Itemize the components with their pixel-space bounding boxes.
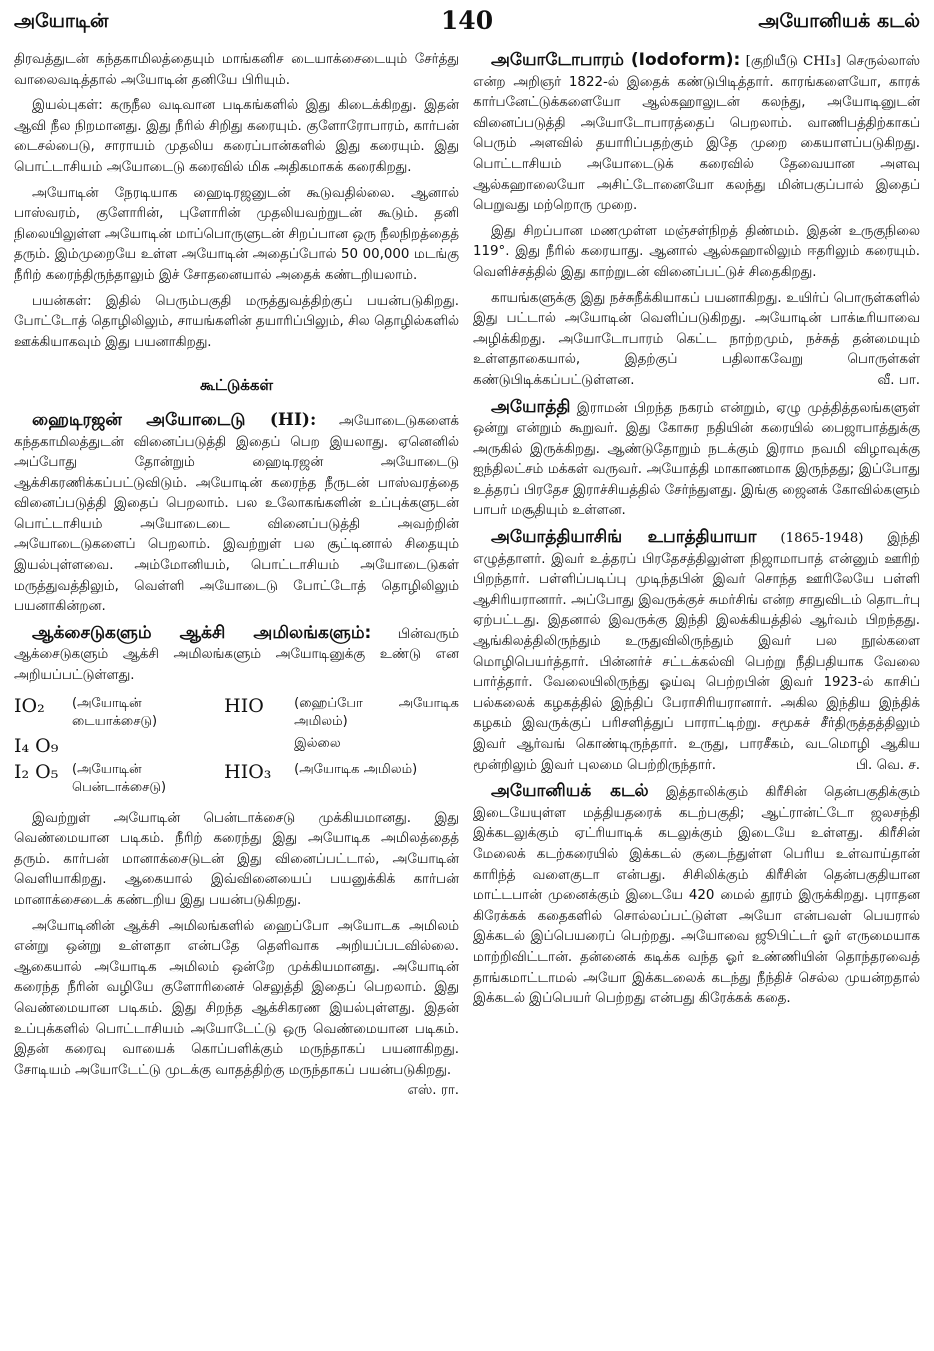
compound-name-cell: (அயோடின் பென்டாக்சைடு)	[72, 761, 167, 795]
ayodhya-singh-entry	[473, 527, 920, 776]
compounds-row	[14, 759, 459, 799]
ionian-sea-term: அயோனியக் கடல்	[491, 781, 649, 802]
page-header	[14, 6, 920, 42]
paragraph-iodic-acid	[14, 917, 459, 1099]
paragraph-intro: திரவத்துடன் கந்தகாமிலத்தையும் மாங்கனிச டையாக்சைடையும் சேர்த்து வாலைவடித்தால் அயோடின் தனியே பிரியும்.	[14, 52, 459, 88]
compound-name-cell: (ஹைப்போ அயோடிக அமிலம்)	[294, 695, 459, 729]
ayodhya-singh-term: அயோத்தியாசிங் உபாத்தியாயா	[491, 527, 757, 548]
iodoform-uses-text: காயங்களுக்கு இது நச்சுநீக்கியாகப் பயனாகிறது. உயிர்ப் பொருள்களில் இது பட்டால் அயோடின் வெளிப்படுகிறது. அயோடின் பாக்டீரியாவை அழிக்கிறது. அயோடோபாரம் கெட்ட நாற்றமும், நச்சுத் தன்மையும் உள்ளதாகையால், இதற்குப் பதிலாகவேறு பொருள்கள் கண்டுபிடிக்கப்பட்டுள்ளன.	[473, 290, 920, 388]
compounds-row	[14, 693, 459, 733]
paragraph-pentoxide: இவற்றுள் அயோடின் பென்டாக்சைடு முக்கியமானது. இது வெண்மையான படிகம். நீரிற் கரைந்து இது அயோடிக அமிலத்தைத் தரும். கார்பன் மானாக்சைடுடன் இது வினைப்பட்டால், அயோடின் வெளியாகிறது. ஆகையால் இவ்வினையைப் பயனுக்கிக் கார்பன் மானாக்சைடைக் கண்டறிய இது பயன்படுகிறது.	[14, 810, 459, 908]
ionian-sea-entry	[473, 781, 920, 1010]
ayodhya-entry	[473, 397, 920, 523]
formula-cell	[224, 733, 294, 759]
compounds-heading: கூட்டுக்கள்	[199, 376, 274, 395]
header-left-title: அயோடின்	[14, 10, 109, 32]
iodoform-formula: [குறியீடு CHI₃]	[745, 54, 841, 69]
oxides-entry	[14, 623, 459, 687]
right-column	[473, 50, 920, 1344]
left-column	[14, 50, 459, 1344]
compound-name-cell: (அயோடின் டையாக்சைடு)	[72, 695, 158, 729]
author-signature: பி. வெ. ச.	[855, 757, 920, 773]
compound-name-cell: (அயோடிக அமிலம்)	[294, 761, 418, 777]
paragraph-reactions: அயோடின் நேரடியாக ஹைடிரஜனுடன் கூடுவதில்லை. ஆனால் பாஸ்வரம், குளோரின், புளோரின் முதலியவற்றுடன் கூடும். தனி நிலையிலுள்ள அயோடின் மாப்பொருளுடன் சிறப்பான ஒரு நீலநிறத்தைத் தரும். இம்முறையே உள்ள அயோடின் அதைப்போல் 50 00,000 மடங்கு நீரிற் கரைந்திருந்தாலும் இச் சோதனையால் அதைக் கண்டறியலாம்.	[14, 185, 459, 283]
hydrogen-iodide-entry	[14, 410, 459, 618]
formula-cell: HIO₃	[224, 760, 272, 783]
iodoform-term: அயோடோபாரம் (Iodoform):	[491, 50, 741, 70]
compound-name-cell	[72, 733, 224, 759]
oxides-text: பின்வரும் ஆக்சைடுகளும் ஆக்சி அமிலங்களும் அயோடினுக்கு உண்டு என அறியப்பட்டுள்ளது.	[14, 626, 459, 684]
iodoform-entry	[473, 50, 920, 217]
ionian-sea-text: இத்தாலிக்கும் கிரீசின் தென்பகுதிக்கும் இடையேயுள்ள மத்தியதரைக் கடற்பகுதி; ஆட்ரான்ட்டோ ஜலசந்தி இக்கடலுக்கும் ஏட்ரியாடிக் கடலுக்கும் இடையே உள்ளது. கிரீசின் மேலைக் கடற்கரையில் இக்கடல் குடைந்துள்ள பெரிய உள்வாய்தான் காரிந்த் வளைகுடா என்பது. சிசிலிக்கும் கிரீசின் தென்பகுதியான மாட்டபான் முனைக்கும் இடையே 420 மைல் தூரம் இருக்கிறது. புராதன கிரேக்கக் கதைகளில் சொல்லப்பட்டுள்ள அயோ என்பவள் பெயரால் இக்கடல் இப்பெயரைப் பெற்றது. அயோவை ஜூபிட்டர் ஓர் எருமையாக மாற்றிவிட்டான். தன்னைக் கடிக்க வந்த ஓர் உண்ணியின் தொந்தரவைத் தாங்கமாட்டாமல் அயோ இக்கடலைக் கடந்து நீந்திச் செல்ல முயன்றதால் இக்கடல் இப்பெயர் பெற்றது என்பது கிரேக்கக் கதை.	[473, 785, 920, 1007]
ayodhya-term: அயோத்தி	[491, 396, 571, 417]
oxides-term: ஆக்சைடுகளும் ஆக்சி அமிலங்களும்:	[32, 622, 372, 643]
paragraph-uses: பயன்கள்: இதில் பெரும்பகுதி மருத்துவத்திற்குப் பயன்படுகிறது. போட்டோத் தொழிலிலும், சாயங்களின் தயாரிப்பிலும், சில தொழில்களில் ஊக்கியாகவும் இது பயனாகிறது.	[14, 293, 459, 350]
author-signature: வீ. பா.	[877, 372, 920, 388]
header-right-title: அயோனியக் கடல்	[758, 10, 920, 32]
iodoform-text: செருல்லாஸ் என்ற அறிஞர் 1822-ல் இதைக் கண்டுபிடித்தார். காரங்களையோ, காரக் கார்பனேட்டுக்களையோ ஆல்கஹாலுடன் கலந்து, அயோடினுடன் வினைப்படுத்தி அயோடோபாரத்தைப் பெறலாம். வாணிபத்திற்காகப் பெரும் அளவில் தயாரிப்பதற்கும் இதே முறை கையாளப்படுகிறது. பொட்டாசியம் அயோடைடுக் கரைவில் தேவையான அளவு ஆல்கஹாலையோ அசிட்டோனையோ கலந்து மின்பகுப்பால் இதைப் பெறுவது மற்றொரு முறை.	[473, 54, 920, 214]
compounds-table	[14, 693, 459, 799]
compound-name-cell: இல்லை	[294, 735, 341, 751]
author-signature: எஸ். ரா.	[407, 1083, 459, 1099]
formula-cell: IO₂	[14, 694, 45, 717]
formula-cell: I₄ O₉	[14, 734, 59, 757]
compounds-row	[14, 733, 459, 759]
ayodhya-singh-text: இந்தி எழுத்தாளர். இவர் உத்தரப் பிரதேசத்திலுள்ள நிஜாமாபாத் என்னும் ஊரிற் பிறந்தார். பள்ளிப்படிப்பு முடிந்தபின் இவர் சொந்த ஊரிலேயே பள்ளி ஆசிரியரானார். அப்போது இவருக்குச் சுமர்சிங் என்ற சாதுவிடம் தொடர்பு ஏற்பட்டது. இதனால் இவருக்கு இந்தி இலக்கியத்தில் ஆர்வம் பிறந்தது. ஆங்கிலத்திலிருந்தும் உருதுவிலிருந்தும் இவர் பல நூல்களை மொழிபெயர்த்தார். பின்னர்ச் சட்டக்கல்வி பெற்று நீதிபதியாக வேலை பார்த்தார். வேலையிலிருந்து ஓய்வு பெற்றபின் இவர் 1923-ல் காசிப் பல்கலைக் கழகத்தில் இந்திப் பேராசிரியரானார். அகில இந்திய இந்திக் கழகம் இவருக்குப் பரிசளித்துப் பாராட்டிற்று. சமூகச் சீர்திருத்தத்திலும் இவர் ஆர்வங் கொண்டிருந்தார். உருது, பாரசீகம், வடமொழி ஆகிய மூன்றிலும் இவர் புலமை பெற்றிருந்தார்.	[473, 531, 920, 773]
iodoform-properties: இது சிறப்பான மணமுள்ள மஞ்சள்நிறத் திண்மம். இதன் உருகுநிலை 119°. இது நீரில் கரையாது. ஆனால் ஆல்கஹாலிலும் ஈதரிலும் கரையும். வெளிச்சத்தில் இது காற்றுடன் வினைப்பட்டுச் சிதைகிறது.	[473, 223, 920, 280]
hydrogen-iodide-text: அயோடைடுகளைக் கந்தகாமிலத்துடன் வினைப்படுத்தி இதைப் பெற இயலாது. ஏனெனில் அப்போது தோன்றும் ஹைடிரஜன் அயோடைடு ஆக்சிகரணிக்கப்பட்டுவிடும். அயோடின் கரைந்த நீருடன் பாஸ்வரத்தை வினைப்படுத்தி இதைப் பெறலாம். பல உலோகங்களின் உப்புக்களுடன் பொட்டாசியம் அயோடைடை வினைப்படுத்தி அவற்றின் அயோடைடுகளைப் பெறலாம். இவற்றுள் பல சூட்டினால் சிதையும் இயல்புள்ளவை. அம்மோனியம், பொட்டாசியம் அயோடைடுகள் மருத்துவத்திலும், வெள்ளி அயோடைடு போட்டோத் தொழிலிலும் பயனாகின்றன.	[14, 413, 459, 615]
ayodhya-text: இராமன் பிறந்த நகரம் என்றும், ஏழு முத்தித்தலங்களுள் ஒன்று என்றும் கூறுவர். இது கோசுர நதியின் கரையில் பைஜாபாத்துக்கு அருகில் இருக்கிறது. ஆண்டுதோறும் நடக்கும் இராம நவமி விழாவுக்கு ஐந்திலட்சம் மக்கள் வருவர். அயோத்தி மாகாணமாக இருந்தது; இப்போது உத்தரப் பிரதேச இராச்சியத்தில் சேர்ந்துளது. இங்கு ஜைனக் கோவில்களும் பாபர் மசூதியும் உள்ளன.	[473, 400, 920, 519]
iodic-acid-text: அயோடினின் ஆக்சி அமிலங்களில் ஹைப்போ அயோடக அமிலம் என்று ஒன்று உள்ளதா என்பதே தெளிவாக அறியப்படவில்லை. ஆகையால் அயோடிக அமிலம் ஒன்றே முக்கியமானது. அயோடின் கரைந்த நீரின் வழியே குளோரினைச் செலுத்தி இதைப் பெறலாம். இது வெண்மையான படிகம். இது சிறந்த ஆக்சிகரண இயல்புள்ளது. இதன் உப்புக்களில் பொட்டாசியம் அயோடேட்டு ஒரு வெண்மையான படிகம். இதன் கரைவு வாயைக் கொப்பளிக்கும் மருந்தாகப் பயனாகிறது. சோடியம் அயோடேட்டு முடக்கு வாதத்திற்கு மருந்தாகப் பயன்படுகிறது.	[14, 918, 459, 1078]
page-number: 140	[440, 6, 494, 35]
formula-cell: HIO	[224, 694, 264, 717]
ayodhya-singh-years: (1865-1948)	[780, 531, 864, 547]
iodoform-uses	[473, 289, 920, 392]
formula-cell: I₂ O₅	[14, 760, 59, 783]
paragraph-properties: இயல்புகள்: கருநீல வடிவான படிகங்களில் இது கிடைக்கிறது. இதன் ஆவி நீல நிறமானது. இது நீரில் சிறிது கரையும். குளோரோபாரம், கார்பன் டைசல்பைடு, சாராயம் முதலிய கரைப்பான்களில் இது கரையும். இது பொட்டாசியம் அயோடைடு கரைவில் மிக அதிகமாகக் கரைகிறது.	[14, 98, 459, 175]
hydrogen-iodide-term: ஹைடிரஜன் அயோடைடு (HI):	[32, 409, 317, 430]
